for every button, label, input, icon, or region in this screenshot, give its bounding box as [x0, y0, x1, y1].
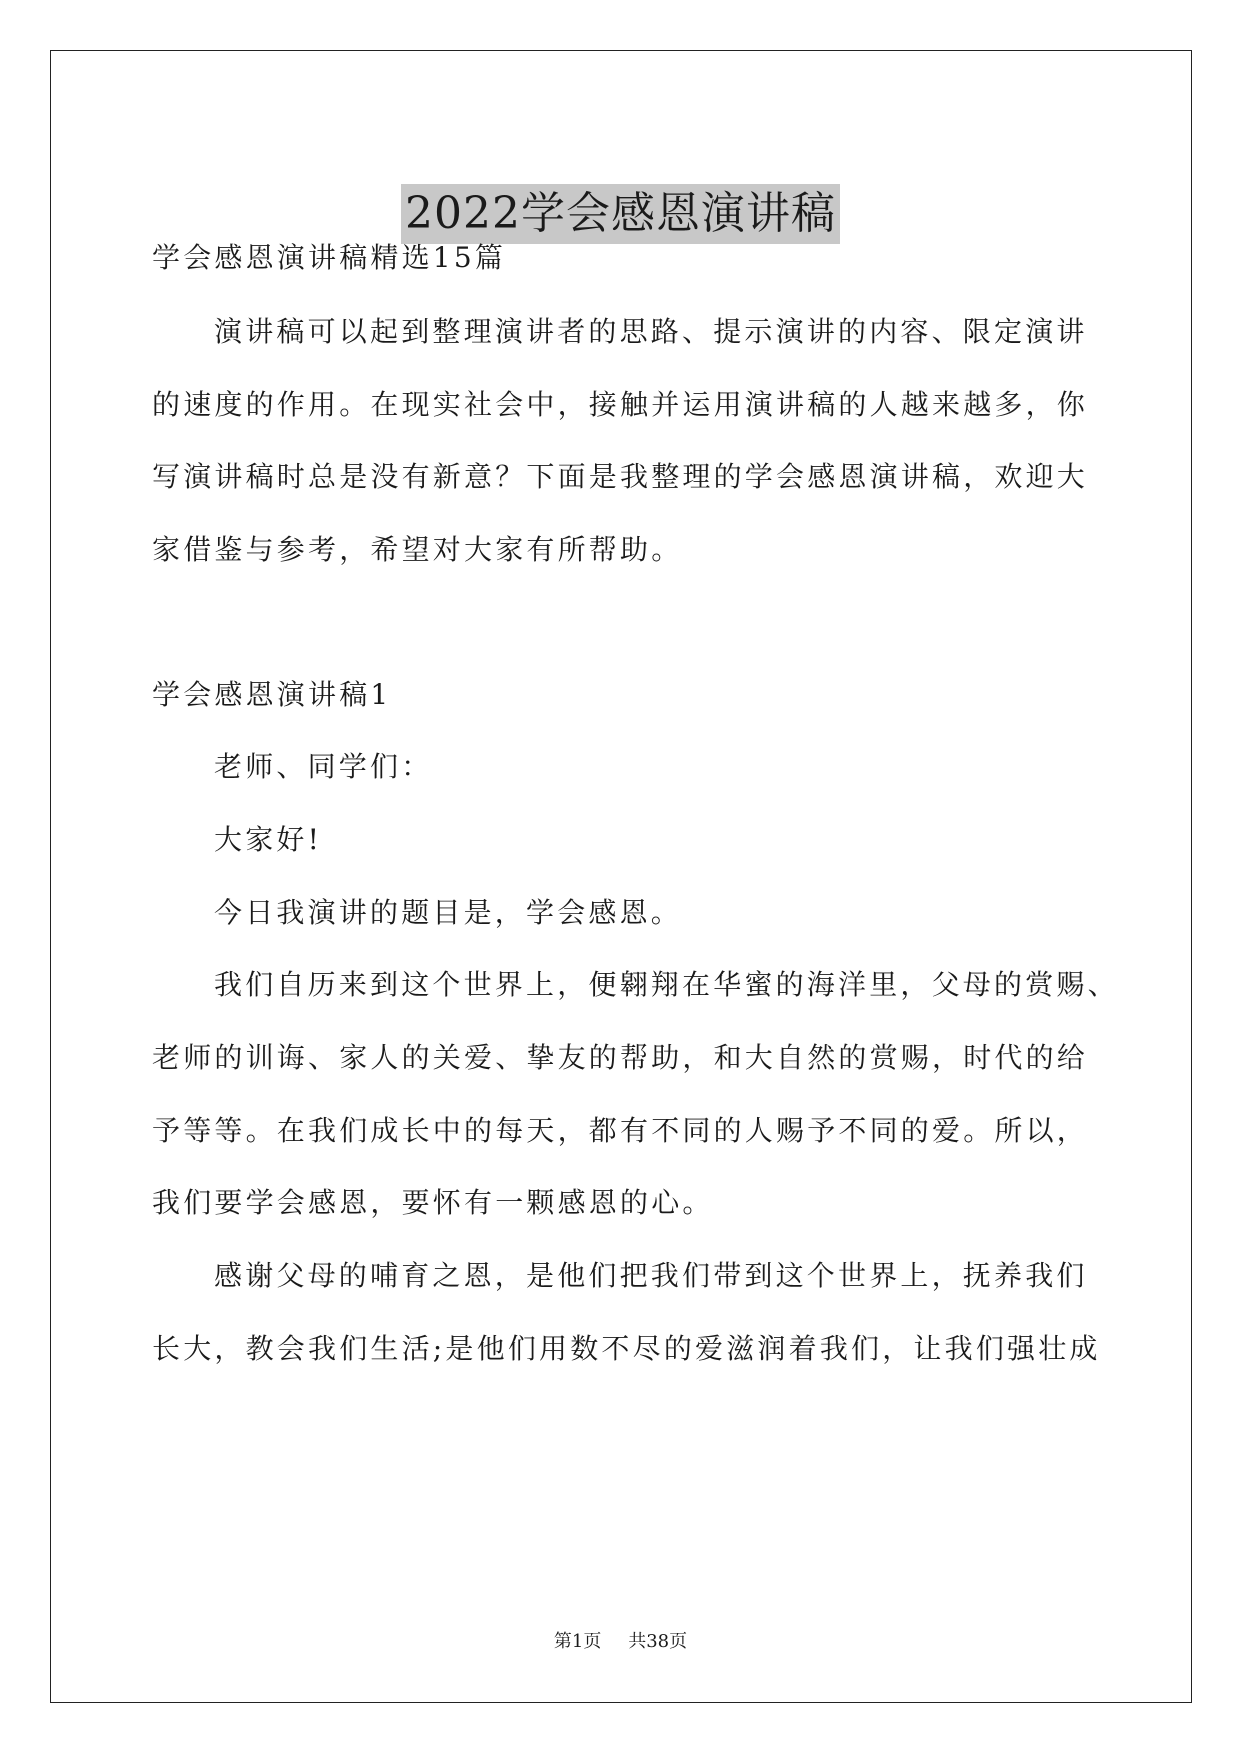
paragraph-line: 写演讲稿时总是没有新意？下面是我整理的学会感恩演讲稿，欢迎大 [152, 460, 1089, 493]
paragraph-line: 今日我演讲的题目是，学会感恩。 [214, 896, 683, 929]
paragraph-line: 长大，教会我们生活;是他们用数不尽的爱滋润着我们，让我们强壮成 [152, 1332, 1101, 1365]
paragraph-line: 演讲稿可以起到整理演讲者的思路、提示演讲的内容、限定演讲 [214, 315, 1088, 348]
paragraph-line: 感谢父母的哺育之恩，是他们把我们带到这个世界上，抚养我们 [214, 1259, 1088, 1292]
paragraph-line: 我们要学会感恩，要怀有一颗感恩的心。 [152, 1186, 714, 1219]
paragraph-line: 老师、同学们： [214, 750, 433, 783]
paragraph-line: 老师的训诲、家人的关爱、挚友的帮助，和大自然的赏赐，时代的给 [152, 1041, 1089, 1074]
section-heading: 学会感恩演讲稿1 [152, 678, 392, 711]
page-total: 共38页 [628, 1631, 688, 1652]
paragraph-line: 大家好! [214, 823, 323, 856]
document-subtitle: 学会感恩演讲稿精选15篇 [152, 241, 507, 274]
page-border [50, 50, 1192, 1703]
page-number: 第1页 [553, 1631, 602, 1652]
paragraph-line: 的速度的作用。在现实社会中，接触并运用演讲稿的人越来越多，你 [152, 388, 1089, 421]
document-title: 2022学会感恩演讲稿 [401, 184, 840, 244]
paragraph-line: 予等等。在我们成长中的每天，都有不同的人赐予不同的爱。所以， [152, 1114, 1089, 1147]
page-footer [0, 1630, 1241, 1654]
paragraph-line: 家借鉴与参考，希望对大家有所帮助。 [152, 533, 683, 566]
paragraph-line: 我们自历来到这个世界上，便翱翔在华蜜的海洋里，父母的赏赐、 [214, 968, 1119, 1001]
